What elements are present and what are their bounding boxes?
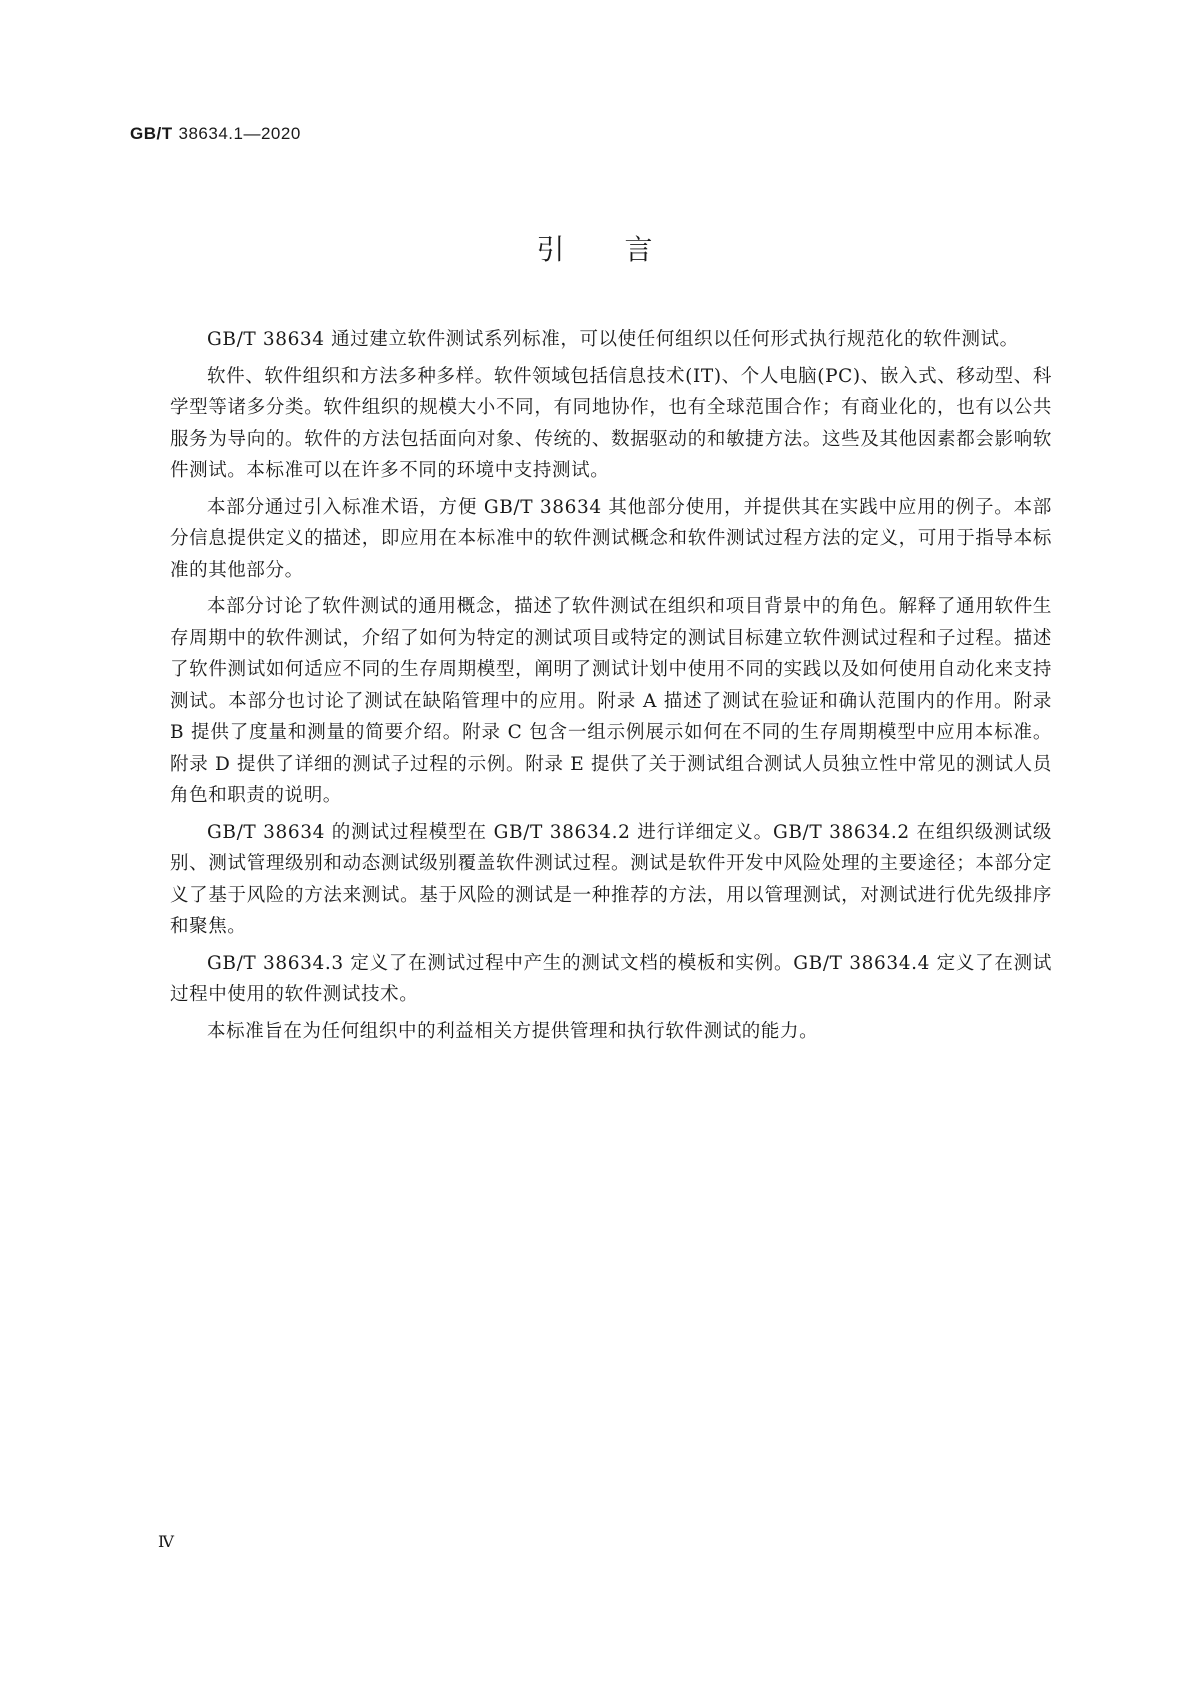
paragraph-5: GB/T 38634 的测试过程模型在 GB/T 38634.2 进行详细定义。GB/T 38634.2 在组织级测试级别、测试管理级别和动态测试级别覆盖软件测试过程。测试是软件开发中风险处理的主要途径；本部分定义了基于风险的方法来测试。基于风险的测试是一种推荐的方法，用以管理测试，对测试进行优先级排序和聚焦。 [170, 821, 1052, 937]
title-char-2: 言 [624, 233, 655, 266]
title-char-1: 引 [536, 233, 567, 266]
page-number: Ⅳ [158, 1532, 174, 1551]
paragraph-2: 软件、软件组织和方法多种多样。软件领域包括信息技术(IT)、个人电脑(PC)、嵌入式、移动型、科学型等诸多分类。软件组织的规模大小不同，有同地协作，也有全球范围合作；有商业化的，也有以公共服务为导向的。软件的方法包括面向对象、传统的、数据驱动的和敏捷方法。这些及其他因素都会影响软件测试。本标准可以在许多不同的环境中支持测试。 [170, 365, 1052, 481]
paragraph-7: 本标准旨在为任何组织中的利益相关方提供管理和执行软件测试的能力。 [207, 1020, 819, 1042]
introduction-body [170, 324, 1052, 1052]
page-title [0, 228, 1191, 268]
paragraph-6: GB/T 38634.3 定义了在测试过程中产生的测试文档的模板和实例。GB/T 38634.4 定义了在测试过程中使用的软件测试技术。 [170, 952, 1052, 1005]
paragraph-1: GB/T 38634 通过建立软件测试系列标准，可以使任何组织以任何形式执行规范化的软件测试。 [207, 329, 1019, 350]
paragraph-3: 本部分通过引入标准术语，方便 GB/T 38634 其他部分使用，并提供其在实践中应用的例子。本部分信息提供定义的描述，即应用在本标准中的软件测试概念和软件测试过程方法的定义，可用于指导本标准的其他部分。 [170, 496, 1052, 581]
standard-code: 38634.1—2020 [178, 124, 301, 143]
standard-number [130, 124, 301, 144]
paragraph-4: 本部分讨论了软件测试的通用概念，描述了软件测试在组织和项目背景中的角色。解释了通用软件生存周期中的软件测试，介绍了如何为特定的测试项目或特定的测试目标建立软件测试过程和子过程。描述了软件测试如何适应不同的生存周期模型，阐明了测试计划中使用不同的实践以及如何使用自动化来支持测试。本部分也讨论了测试在缺陷管理中的应用。附录 A 描述了测试在验证和确认范围内的作用。附录 B 提供了度量和测量的简要介绍。附录 C 包含一组示例展示如何在不同的生存周期模型中应用本标准。附录 D 提供了详细的测试子过程的示例。附录 E 提供了关于测试组合测试人员独立性中常见的测试人员角色和职责的说明。 [170, 596, 1052, 806]
standard-prefix: GB/T [130, 124, 173, 143]
